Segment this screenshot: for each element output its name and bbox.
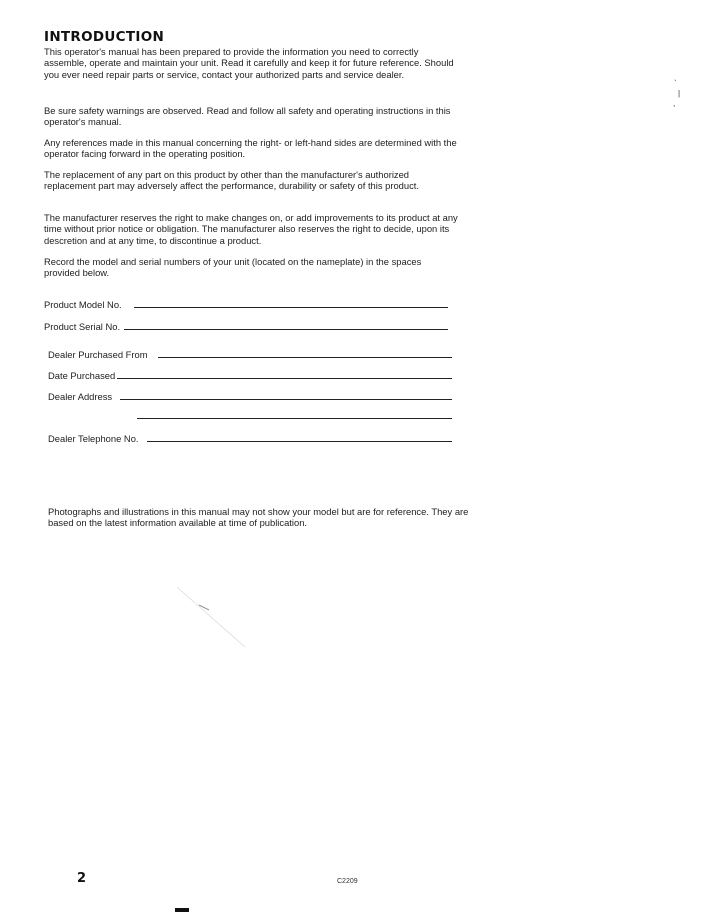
intro-paragraph: This operator's manual has been prepared to provide the information you need to correctly assemble, operate and maintain your unit. Read it carefully and keep it for future reference. Should you ever need repair parts or service, contact your authorized parts and service dealer. — [44, 46, 454, 80]
dealer-telephone-field[interactable] — [48, 430, 452, 444]
registration-mark — [175, 908, 189, 912]
product-model-line[interactable] — [134, 307, 448, 308]
dealer-from-line[interactable] — [158, 357, 452, 358]
product-serial-line[interactable] — [124, 329, 448, 330]
product-model-label: Product Model No. — [44, 299, 122, 310]
dealer-telephone-label: Dealer Telephone No. — [48, 433, 139, 444]
page-number: 2 — [77, 871, 87, 886]
dealer-address-label: Dealer Address — [48, 391, 113, 402]
safety-paragraph: Be sure safety warnings are observed. Read and follow all safety and operating instructions in this operator's manual. — [44, 105, 451, 128]
margin-tick-mark: ` — [674, 79, 677, 88]
footnote-paragraph: Photographs and illustrations in this manual may not show your model but are for reference. They are based on the latest information available at time of publication. — [48, 506, 469, 529]
dealer-address-line-2[interactable] — [137, 418, 452, 419]
margin-tick-mark: , — [673, 99, 676, 108]
replacement-paragraph: The replacement of any part on this product by other than the manufacturer's authorized replacement part may adversely affect the performance, durability or safety of this product. — [44, 169, 420, 192]
margin-tick-mark: | — [678, 89, 681, 98]
section-heading: INTRODUCTION — [44, 29, 165, 45]
date-purchased-label: Date Purchased — [48, 370, 116, 381]
orientation-paragraph: Any references made in this manual concerning the right- or left-hand sides are determined with the operator facing forward in the operating position. — [44, 137, 457, 160]
product-serial-field[interactable] — [44, 318, 448, 332]
date-purchased-line[interactable] — [117, 378, 452, 379]
dealer-address-field[interactable] — [48, 388, 452, 402]
dealer-address-line[interactable] — [120, 399, 452, 400]
dealer-from-field[interactable] — [48, 346, 452, 360]
date-purchased-field[interactable] — [48, 367, 452, 381]
dealer-telephone-line[interactable] — [147, 441, 452, 442]
product-model-field[interactable] — [44, 296, 448, 310]
scan-smudge — [175, 585, 255, 655]
manufacturer-paragraph: The manufacturer reserves the right to make changes on, or add improvements to its product at any time without prior notice or obligation. The manufacturer also reserves the right to decide, upon its descretion and at any time, to discontinue a product. — [44, 212, 458, 246]
record-paragraph: Record the model and serial numbers of your unit (located on the nameplate) in the spaces provided below. — [44, 256, 422, 279]
dealer-from-label: Dealer Purchased From — [48, 349, 148, 360]
document-code: C2209 — [337, 878, 358, 885]
product-serial-label: Product Serial No. — [44, 321, 121, 332]
